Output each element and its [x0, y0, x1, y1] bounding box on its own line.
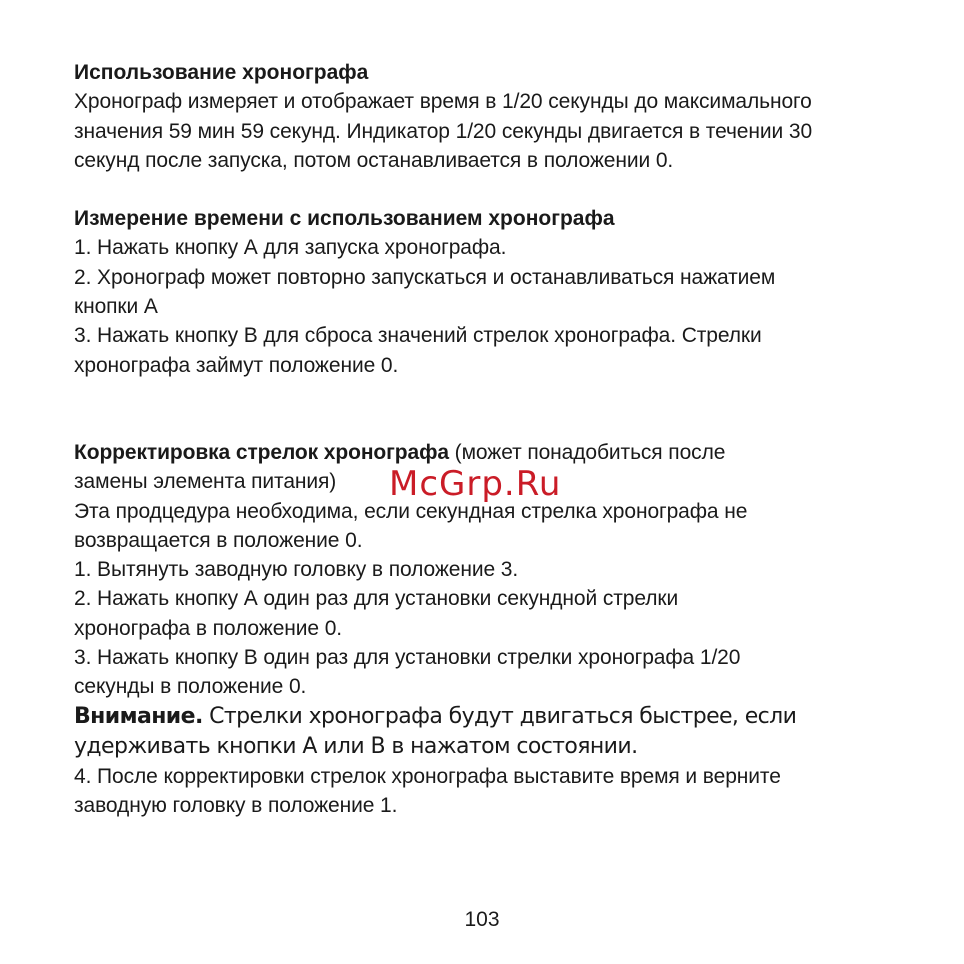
paragraph-line: Хронограф измеряет и отображает время в 1/20 секунды до максимального — [74, 90, 812, 114]
paragraph-line: Эта продцедура необходима, если секундная стрелка хронографа не — [74, 499, 748, 523]
paragraph-line: возвращается в положение 0. — [74, 528, 363, 552]
attention-label: Внимание. — [74, 703, 203, 729]
attention-text: Стрелки хронографа будут двигаться быстрее, если — [202, 703, 797, 729]
list-item: 4. После корректировки стрелок хронографа выставите время и верните — [74, 764, 781, 788]
list-item: хронографа займут положение 0. — [74, 353, 399, 377]
list-item: 1. Вытянуть заводную головку в положение 3. — [74, 558, 519, 582]
spacer — [74, 380, 934, 438]
page-number: 103 — [464, 908, 500, 931]
list-item: 1. Нажать кнопку А для запуска хронографа. — [74, 236, 507, 260]
list-item: 3. Нажать кнопку В для сброса значений стрелок хронографа. Стрелки — [74, 324, 762, 348]
list-item: 2. Нажать кнопку А один раз для установки секундной стрелки — [74, 587, 679, 611]
heading-note: (может понадобиться после — [448, 440, 726, 464]
document-page — [74, 58, 934, 820]
spacer — [74, 175, 934, 204]
list-item: 3. Нажать кнопку В один раз для установки стрелки хронографа 1/20 — [74, 646, 741, 670]
list-item: 2. Хронограф может повторно запускаться и останавливаться нажатием — [74, 265, 776, 289]
paragraph-line: секунд после запуска, потом останавливается в положении 0. — [74, 148, 674, 172]
section-heading-time-measurement: Измерение времени с использованием хронографа — [74, 207, 615, 231]
attention-note — [74, 702, 934, 732]
heading-bold-part: Корректировка стрелок хронографа — [74, 440, 449, 464]
list-item: кнопки А — [74, 295, 158, 319]
watermark-logo: McGrp.Ru — [389, 464, 562, 504]
paragraph-line: значения 59 мин 59 секунд. Индикатор 1/20 секунды двигается в течении 30 — [74, 119, 813, 143]
list-item: секунды в положение 0. — [74, 675, 307, 699]
attention-note-line2: удерживать кнопки А или В в нажатом состоянии. — [74, 733, 638, 759]
list-item: хронографа в положение 0. — [74, 616, 343, 640]
section-heading-hands-correction — [74, 438, 934, 467]
heading-note-line2: замены элемента питания) — [74, 470, 337, 494]
list-item: заводную головку в положение 1. — [74, 793, 398, 817]
section-heading-chronograph-use: Использование хронографа — [74, 61, 369, 84]
